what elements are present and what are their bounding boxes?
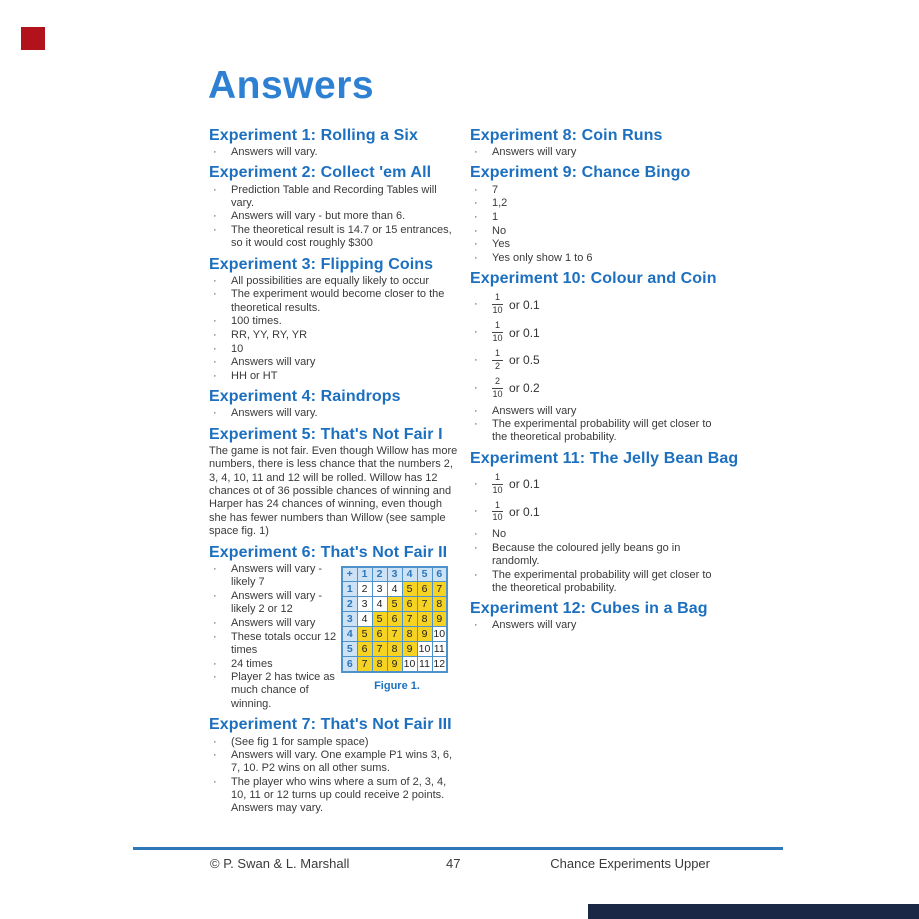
answer-item — [470, 473, 720, 496]
table-cell: 7 — [417, 597, 432, 612]
bullet-icon: · — [213, 328, 217, 341]
bullet-icon: · — [474, 224, 478, 237]
table-cell: 7 — [357, 657, 372, 672]
table-header-cell: 3 — [387, 567, 402, 582]
bullet-icon: · — [213, 749, 217, 762]
experiment-heading: Experiment 1: Rolling a Six — [209, 127, 418, 144]
bullet-icon: · — [474, 568, 478, 581]
fraction — [492, 501, 503, 524]
experiment-heading: Experiment 12: Cubes in a Bag — [470, 600, 708, 618]
answer-text: Answers will vary - but more than 6. — [231, 210, 406, 223]
answer-text: Answers will vary - likely 2 or 12 — [231, 590, 323, 616]
answer-text: Answers will vary — [492, 146, 577, 159]
table-cell: 4 — [387, 582, 402, 597]
bullet-icon: · — [474, 619, 478, 632]
answer-item — [209, 343, 461, 356]
bullet-icon: · — [213, 224, 217, 237]
table-corner-cell: + — [342, 567, 357, 582]
bullet-icon: · — [474, 210, 478, 223]
table-cell: 11 — [432, 642, 447, 657]
footer-copyright: © P. Swan & L. Marshall — [210, 856, 350, 871]
bullet-icon: · — [474, 183, 478, 196]
table-cell: 8 — [432, 597, 447, 612]
experiment-heading: Experiment 10: Colour and Coin — [470, 270, 717, 288]
table-cell: 9 — [417, 627, 432, 642]
answer-item — [470, 501, 720, 524]
answer-item — [470, 184, 720, 197]
table-cell: 7 — [432, 582, 447, 597]
answer-text: The experiment would become closer to the theoretical results. — [231, 288, 445, 314]
fraction-denominator: 10 — [492, 484, 503, 495]
right-column — [470, 126, 739, 633]
bullet-icon: · — [213, 315, 217, 328]
answer-item — [209, 407, 461, 420]
bullet-icon: · — [474, 505, 478, 518]
answer-text: The player who wins where a sum of 2, 3, 4, 10, 11 or 12 turns up could receive 2 points. Answers may vary. — [231, 776, 447, 815]
table-row-header-cell: 1 — [342, 582, 357, 597]
experiment-heading: Experiment 2: Collect 'em All — [209, 164, 432, 182]
bullet-icon: · — [474, 197, 478, 210]
table-row — [342, 642, 447, 657]
left-column — [209, 126, 461, 816]
experiment-section — [470, 163, 720, 265]
experiment-section — [209, 387, 461, 420]
answer-text: 10 — [231, 342, 244, 355]
answer-item — [209, 736, 461, 749]
table-header-cell: 5 — [417, 567, 432, 582]
bullet-icon: · — [213, 407, 217, 420]
answer-item — [209, 658, 339, 671]
bullet-icon: · — [213, 776, 217, 789]
table-header-cell: 2 — [372, 567, 387, 582]
experiment-heading: Experiment 3: Flipping Coins — [209, 255, 434, 273]
answer-text: The experimental probability will get closer to the theoretical probability. — [492, 418, 712, 444]
answer-list — [209, 736, 461, 816]
answer-text: RR, YY, RY, YR — [231, 328, 308, 341]
bullet-icon: · — [474, 542, 478, 554]
answer-item — [209, 146, 461, 159]
answer-list — [470, 293, 720, 444]
answer-item — [209, 210, 461, 223]
experiment-section — [209, 126, 461, 159]
figure-bullets — [209, 563, 339, 712]
experiment-section — [209, 425, 461, 539]
answer-item — [470, 238, 720, 251]
answer-list — [470, 473, 720, 596]
answer-list — [209, 275, 461, 384]
table-row — [342, 597, 447, 612]
table-cell: 10 — [418, 643, 431, 656]
table-cell: 6 — [417, 582, 432, 597]
table-row — [342, 657, 447, 672]
bullet-icon: · — [474, 381, 478, 394]
answer-item — [209, 315, 461, 328]
answer-item — [209, 590, 339, 616]
bullet-icon: · — [213, 590, 217, 603]
table-cell: 7 — [402, 612, 417, 627]
answer-text: 24 times — [231, 657, 273, 670]
answer-text: 1,2 — [492, 197, 508, 210]
answer-item — [470, 542, 720, 568]
table-cell: 6 — [387, 612, 402, 627]
answer-text: All possibilities are equally likely to occur — [231, 274, 430, 287]
fraction-denominator: 2 — [495, 360, 501, 371]
table-cell: 3 — [372, 582, 387, 597]
answer-text: 7 — [492, 183, 499, 196]
table-cell: 9 — [432, 612, 447, 627]
bullet-icon: · — [213, 342, 217, 355]
answer-item — [209, 275, 461, 288]
table-cell: 6 — [357, 642, 372, 657]
table-cell: 9 — [387, 657, 402, 672]
answer-item — [470, 293, 720, 316]
experiment-section — [470, 599, 720, 632]
answer-text: or 0.1 — [509, 504, 540, 519]
fraction — [492, 473, 503, 496]
bullet-icon: · — [474, 528, 478, 541]
table-cell: 5 — [357, 627, 372, 642]
fraction-denominator: 10 — [492, 512, 503, 523]
bullet-icon: · — [213, 617, 217, 630]
bullet-icon: · — [474, 146, 478, 159]
fraction-denominator: 10 — [492, 305, 503, 316]
footer-page-number: 47 — [446, 856, 461, 871]
experiment-section — [209, 255, 461, 384]
bullet-icon: · — [213, 370, 217, 382]
table-cell: 8 — [372, 657, 387, 672]
navy-bottom-bar — [588, 904, 919, 919]
answer-item — [470, 528, 720, 541]
answer-text: HH or HT — [231, 370, 278, 382]
bullet-icon: · — [213, 146, 217, 159]
experiment-heading: Experiment 6: That's Not Fair II — [209, 543, 448, 561]
answer-text: Answers will vary - likely 7 — [231, 563, 323, 589]
table-header-cell: 4 — [402, 567, 417, 582]
bullet-icon: · — [213, 630, 217, 643]
answer-item — [209, 184, 461, 210]
answer-text: or 0.2 — [509, 381, 540, 396]
bullet-icon: · — [213, 210, 217, 223]
table-cell: 5 — [402, 582, 417, 597]
bullets-and-figure — [209, 563, 461, 712]
answer-text: Player 2 has twice as much chance of winning. — [231, 671, 335, 710]
bullet-icon: · — [213, 657, 217, 670]
experiment-heading: Experiment 11: The Jelly Bean Bag — [470, 449, 739, 467]
fraction-numerator: 1 — [492, 501, 503, 513]
answer-list — [470, 146, 720, 159]
answer-text: Answers will vary. One example P1 wins 3, 6, 7, 10. P2 wins on all other sums. — [231, 749, 453, 775]
table-row-header-cell: 6 — [342, 657, 357, 672]
answer-list — [209, 184, 461, 251]
answer-text: Answers will vary — [492, 619, 577, 632]
red-corner-decoration — [21, 27, 45, 50]
table-cell: 8 — [402, 627, 417, 642]
answer-text: (See fig 1 for sample space) — [231, 735, 369, 748]
fraction — [492, 321, 503, 344]
answer-item — [209, 356, 461, 369]
answer-list — [470, 184, 720, 266]
fraction-numerator: 1 — [492, 293, 503, 305]
bullet-icon: · — [213, 288, 217, 301]
answer-item — [470, 569, 720, 595]
answer-item — [470, 211, 720, 224]
sample-space-table — [341, 566, 448, 673]
answer-item — [209, 288, 461, 314]
table-cell: 6 — [372, 627, 387, 642]
bullet-icon: · — [474, 477, 478, 490]
table-cell: 8 — [417, 612, 432, 627]
figure — [341, 566, 453, 692]
answer-text: The experimental probability will get closer to the theoretical probability. — [492, 568, 712, 595]
figure-caption: Figure 1. — [374, 679, 420, 692]
answer-text: No — [492, 528, 507, 541]
answer-item — [209, 776, 461, 816]
answer-list — [209, 563, 339, 711]
fraction-denominator: 10 — [492, 388, 503, 399]
bullet-icon: · — [474, 418, 478, 431]
answer-text: No — [492, 224, 507, 237]
answer-text: Prediction Table and Recording Tables will vary. — [231, 183, 437, 209]
table-row — [342, 582, 447, 597]
table-cell: 2 — [357, 582, 372, 597]
answer-text: Answers will vary. — [231, 407, 318, 420]
answer-item — [470, 619, 720, 632]
answer-item — [209, 617, 339, 630]
bullet-icon: · — [474, 404, 478, 417]
table-cell: 6 — [402, 597, 417, 612]
table-cell: 10 — [403, 657, 416, 670]
experiment-heading: Experiment 4: Raindrops — [209, 388, 401, 406]
table-row-header-cell: 3 — [342, 612, 357, 627]
bullet-icon: · — [474, 238, 478, 251]
answer-text: Answers will vary. — [231, 146, 318, 159]
bullet-icon: · — [213, 563, 217, 576]
answer-item — [209, 749, 461, 775]
table-cell: 8 — [387, 642, 402, 657]
experiment-section — [209, 543, 461, 712]
table-row-header-cell: 4 — [342, 627, 357, 642]
fraction — [492, 349, 503, 372]
fraction — [492, 293, 503, 316]
bullet-icon: · — [474, 252, 478, 264]
answer-text: 100 times. — [231, 315, 282, 328]
bullet-icon: · — [213, 671, 217, 684]
answer-list — [209, 146, 461, 159]
answer-text: or 0.5 — [509, 353, 540, 368]
answer-item — [209, 329, 461, 342]
table-cell: 4 — [357, 612, 372, 627]
table-cell: 5 — [372, 612, 387, 627]
answer-list — [209, 407, 461, 420]
experiment-section — [470, 269, 720, 444]
experiment-heading: Experiment 7: That's Not Fair III — [209, 716, 452, 734]
fraction-numerator: 2 — [492, 377, 503, 389]
answer-item — [470, 252, 720, 265]
answer-item — [470, 377, 720, 400]
table-cell: 3 — [357, 597, 372, 612]
answer-text: Answers will vary — [231, 356, 316, 369]
footer-book-title: Chance Experiments Upper — [550, 856, 710, 871]
table-cell: 7 — [387, 627, 402, 642]
table-cell: 9 — [402, 642, 417, 657]
answer-item — [209, 631, 339, 657]
table-cell: 11 — [417, 657, 432, 672]
footer-divider — [133, 847, 783, 850]
answer-item — [470, 225, 720, 238]
experiment-section — [209, 163, 461, 250]
table-cell: 5 — [387, 597, 402, 612]
answer-item — [470, 349, 720, 372]
table-row — [342, 612, 447, 627]
answer-text: or 0.1 — [509, 325, 540, 340]
answer-item — [209, 671, 339, 711]
bullet-icon: · — [474, 298, 478, 311]
table-cell: 10 — [433, 628, 446, 641]
answer-list — [470, 619, 720, 632]
table-row-header-cell: 2 — [342, 597, 357, 612]
experiment-heading: Experiment 8: Coin Runs — [470, 127, 663, 144]
table-cell: 12 — [433, 657, 446, 670]
answer-text: Answers will vary — [492, 404, 577, 417]
answer-text: These totals occur 12 times — [231, 630, 337, 656]
bullet-icon: · — [213, 274, 217, 287]
bullet-icon: · — [474, 325, 478, 338]
bullet-icon: · — [213, 356, 217, 369]
answer-paragraph: The game is not fair. Even though Willow has more numbers, there is less chance that the numbers 2, 3, 4, 10, 11 and 12 will be rolled. Willow has 12 chances ot of 36 possible chances of winning and Harper has 24 chances of winning, even though she has fewer numbers than Willow (see sample space fig. 1) — [209, 444, 458, 538]
answer-item — [209, 224, 461, 250]
answer-text: The theoretical result is 14.7 or 15 entrances, so it would cost roughly $300 — [231, 224, 452, 250]
answer-text: 1 — [492, 210, 499, 223]
answer-text: Yes — [492, 238, 510, 251]
answer-text: Because the coloured jelly beans go in randomly. — [492, 542, 681, 568]
experiment-section — [470, 449, 739, 596]
bullet-icon: · — [213, 183, 217, 196]
experiment-section — [470, 126, 720, 159]
answer-item — [209, 370, 461, 383]
answer-item — [209, 563, 339, 589]
table-header-cell: 6 — [432, 567, 447, 582]
answer-text: or 0.1 — [509, 297, 540, 312]
experiment-heading: Experiment 9: Chance Bingo — [470, 164, 691, 182]
table-header-cell: 1 — [357, 567, 372, 582]
experiment-heading: Experiment 5: That's Not Fair I — [209, 425, 443, 443]
table-row — [342, 627, 447, 642]
answer-item — [470, 405, 720, 418]
answer-item — [470, 197, 720, 210]
fraction-numerator: 1 — [492, 321, 503, 333]
table-row-header-cell: 5 — [342, 642, 357, 657]
bullet-icon: · — [474, 353, 478, 366]
answer-text: Yes only show 1 to 6 — [492, 252, 593, 264]
experiment-section — [209, 715, 461, 815]
bullet-icon: · — [213, 735, 217, 748]
answer-text: Answers will vary — [231, 617, 316, 630]
answer-item — [470, 321, 720, 344]
table-row — [342, 567, 447, 582]
answer-item — [470, 418, 720, 444]
table-cell: 7 — [372, 642, 387, 657]
table-cell: 4 — [372, 597, 387, 612]
fraction-denominator: 10 — [492, 333, 503, 344]
fraction-numerator: 1 — [492, 473, 503, 485]
answer-item — [470, 146, 720, 159]
answer-text: or 0.1 — [509, 477, 540, 492]
fraction — [492, 377, 503, 400]
fraction-numerator: 1 — [492, 349, 503, 361]
page-title: Answers — [208, 64, 375, 107]
